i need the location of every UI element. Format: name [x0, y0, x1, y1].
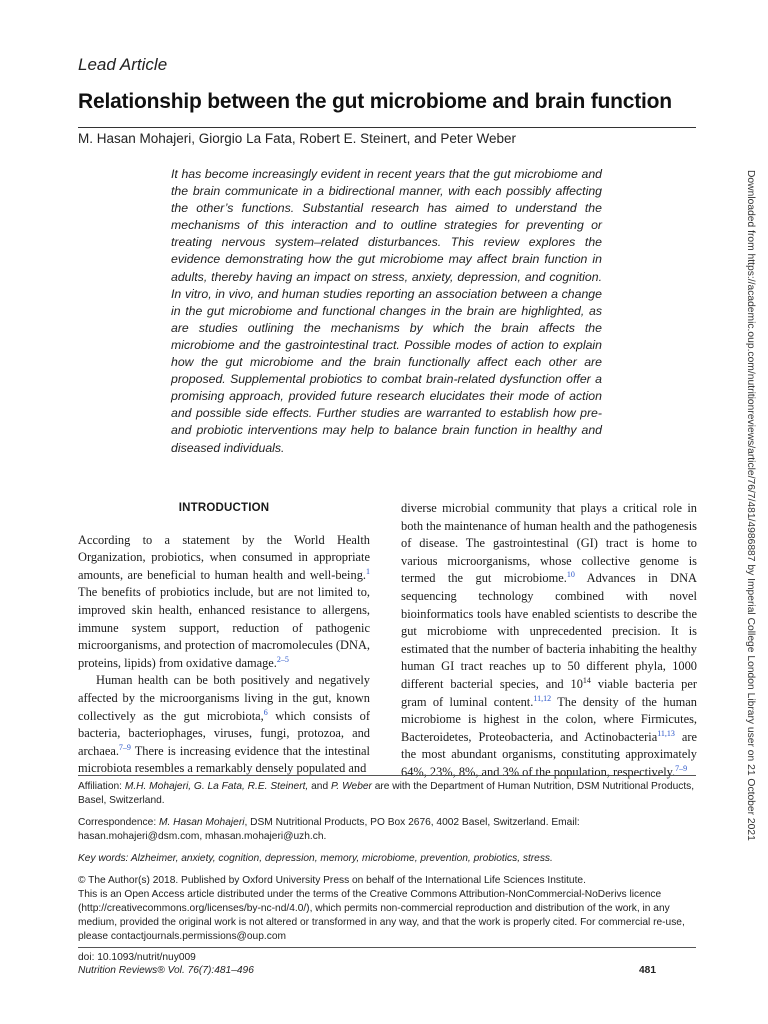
abstract: It has become increasingly evident in recent years that the gut microbiome and the brain communicate in a bidirectional manner, with each possibly affecting the other’s functions. Substantial research has aimed to understand the mechanisms of this interaction and to outline strategies for preventing or treating nervous system–related disturbances. This review explores the evidence demonstrating how the gut microbiome may affect brain function in adults, thereby having an impact on stress, anxiety, depression, and cognition. In vitro, in vivo, and human studies reporting an association between a change in the gut microbiome and functional changes in the brain are highlighted, as are studies outlining the mechanisms by which the brain affects the microbiome and the gastrointestinal tract. Possible modes of action to explain how the gut microbiome and the brain functionally affect each other are proposed. Supplemental probiotics to combat brain-related dysfunction offer a promising approach, provided future research elucidates their mode of action and possible side effects. Further studies are warranted to establish how pre- and probiotic interventions may help to balance brain function in healthy and diseased individuals.	[171, 167, 602, 455]
right-column	[401, 500, 697, 782]
intro-paragraph-2: Human health can be both positively and negatively affected by the microorganisms living in the gut, known collectively as the gut microbiota,$^6$ which consists of bacteria, bacteriophages, viruses, fungi, protozoa, and archaea.$^{7-9}$ There is increasing evidence that the intestinal microbiota resembles a remarkably densely populated and	[78, 673, 370, 776]
download-watermark: Downloaded from https://academic.oup.com/nutritionreviews/article/76/7/481/4986887 by Imperial College London Library user on 21 October 2021	[745, 170, 756, 841]
intro-paragraph-1: According to a statement by the World Health Organization, probiotics, when consumed in appropriate amounts, are beneficial to human health and well-being.$^1$ The benefits of probiotics include, but are not limited to, improved skin health, enhanced resistance to allergens, immune system support, reduction of pathogenic microorganisms, and protection of macromolecules (DNA, proteins, lipids) from oxidative damage.$^{2-5}$	[78, 532, 370, 670]
citation-link[interactable]: 7–9	[118, 742, 131, 752]
title-divider	[78, 127, 696, 128]
citation-link[interactable]: 1	[366, 566, 370, 576]
citation-link[interactable]: 6	[263, 707, 268, 717]
article-title: Relationship between the gut microbiome and brain function	[78, 90, 672, 113]
journal-citation: Nutrition Reviews® Vol. 76(7):481–496	[78, 965, 254, 976]
left-column	[78, 500, 370, 778]
copyright: © The Author(s) 2018. Published by Oxford University Press on behalf of the International Life Sciences Institute.	[78, 875, 586, 886]
section-label: Lead Article	[78, 55, 168, 74]
keywords: Key words: Alzheimer, anxiety, cognition, depression, memory, microbiome, prevention, probiotics, stress.	[78, 853, 553, 864]
citation-link[interactable]: 2–5	[276, 654, 289, 664]
citation-link[interactable]: 11,12	[533, 693, 552, 703]
page-footer	[78, 947, 696, 979]
page-number: 481	[639, 965, 656, 976]
citation-link[interactable]: 10	[566, 570, 575, 580]
exponent: 14	[582, 675, 591, 685]
affiliation: Affiliation: M.H. Mohajeri, G. La Fata, R.E. Steinert, and P. Weber are with the Department of Human Nutrition, DSM Nutritional Products, Basel, Switzerland.	[78, 781, 695, 806]
intro-paragraph-continued: diverse microbial community that plays a critical role in both the maintenance of human health and the pathogenesis of disease. The gastrointestinal (GI) tract is home to various microorganisms, whose collective genome is termed the gut microbiome.$^{10}$ Advances in DNA sequencing technology combined with novel bioinformatics tools have enabled scientists to describe the gut microbiome with unprecedented precision. It is estimated that the number of bacteria inhabiting the healthy human GI tract reaches up to 50 different phyla, 1000 different bacterial species, and $10^{14}$ viable bacteria per gram of luminal content.$^{11,12}$ The density of the human microbiome is highest in the colon, where Firmicutes, Bacteroidetes, Proteobacteria, and Actinobacteria$^{11,13}$ are the most abundant organisms, constituting approximately 64%, 23%, 8%, and 3% of the population, respectively.$^{7-9}$	[401, 501, 697, 779]
section-heading-introduction: INTRODUCTION	[178, 502, 270, 514]
doi[interactable]: doi: 10.1093/nutrit/nuy009	[78, 952, 196, 963]
article-metadata	[78, 775, 696, 952]
correspondence: Correspondence: M. Hasan Mohajeri, DSM Nutritional Products, PO Box 2676, 4002 Basel, Switzerland. Email: hasan.mohajeri@dsm.com, mhasan.mohajeri@uzh.ch.	[78, 817, 580, 842]
citation-link[interactable]: 11,13	[657, 728, 675, 738]
author-list: M. Hasan Mohajeri, Giorgio La Fata, Robert E. Steinert, and Peter Weber	[78, 131, 516, 146]
license-text: This is an Open Access article distributed under the terms of the Creative Commons Attribution-NonCommercial-NoDerivs licence (http://creativecommons.org/licenses/by-nc-nd/4.0/), which permits non-commercial reproduction and distribution of the work, in any medium, provided the original work is not altered or transformed in any way, and that the work is properly cited. For commercial re-use, please contactjournals.permissions@oup.com	[78, 889, 685, 942]
citation-link[interactable]: 7–9	[675, 763, 688, 773]
